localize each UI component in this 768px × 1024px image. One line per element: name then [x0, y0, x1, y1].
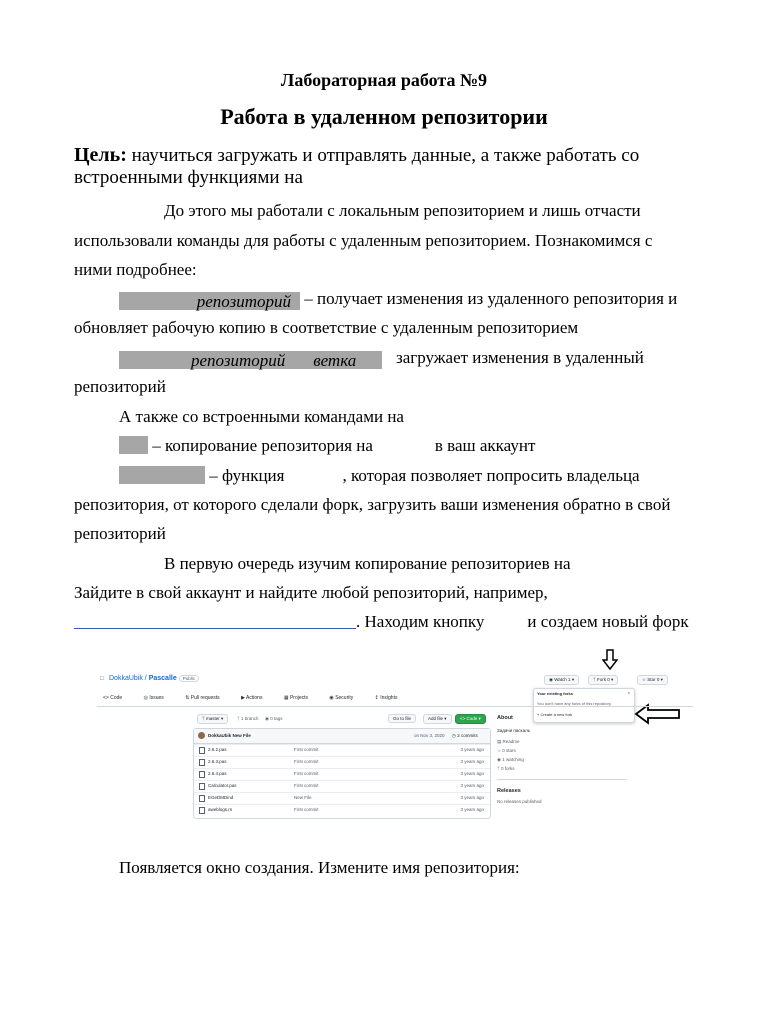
commit-author[interactable]: DokkaUbik New File: [208, 733, 251, 738]
about-heading: About: [497, 715, 513, 721]
no-releases-text: No releases published: [497, 799, 542, 804]
intro-line-2: использовали команды для работы с удаленным репозиторием. Познакомимся с: [74, 231, 653, 250]
push-text: загружает изменения в удаленный: [396, 348, 644, 367]
page-subtitle: Работа в удаленном репозитории: [220, 104, 548, 129]
table-row[interactable]: 2.6.3.pas First commit 3 years ago: [194, 756, 490, 767]
releases-heading: Releases: [497, 788, 521, 794]
pr-line-3: репозиторий: [74, 524, 166, 543]
file-icon: [199, 795, 205, 802]
repo-icon: □: [100, 676, 104, 682]
go-to-file-button[interactable]: Go to file: [388, 714, 416, 723]
pr-line: [119, 466, 640, 486]
commit-header: [194, 729, 490, 744]
forks-link[interactable]: ᛉ 0 forks: [497, 766, 515, 771]
add-file-button[interactable]: Add file ▾: [423, 714, 452, 724]
example-link[interactable]: [74, 612, 356, 629]
visibility-badge: Public: [179, 675, 199, 682]
create-fork-item[interactable]: + Create a new fork: [537, 712, 573, 717]
pull-text: – получает изменения из удаленного репозитория и: [300, 289, 678, 308]
watching-link[interactable]: ◉ 1 watching: [497, 757, 524, 762]
table-row[interactable]: 2.6.2.pas First commit 3 years ago: [194, 744, 490, 755]
find-text: . Находим кнопку: [356, 612, 485, 631]
file-icon: [199, 747, 205, 754]
builtin-line: А также со встроенными командами на: [119, 407, 404, 426]
goal-line-1: [74, 144, 639, 167]
about-description: Задачи паскаль: [497, 728, 531, 733]
branches-link[interactable]: ᛉ 1 branch: [237, 716, 259, 721]
intro-line-1: До этого мы работали с локальным репозиторием и лишь отчасти: [164, 201, 641, 220]
fork-highlight: [119, 436, 148, 454]
tab-insights[interactable]: ↥ Insights: [374, 695, 398, 701]
repo-repo-name[interactable]: Pascalle: [148, 675, 177, 682]
repo-tabs: [103, 695, 417, 701]
tags-link[interactable]: ◉ 0 tags: [265, 716, 283, 721]
stars-link[interactable]: ☆ 0 stars: [497, 748, 516, 753]
pr-text: – функция: [205, 466, 285, 485]
commit-meta: on Nov 3, 2020: [414, 733, 445, 738]
goal-label: Цель:: [74, 144, 127, 166]
fork-line: [119, 436, 535, 456]
push-hl-branch: ветка: [313, 351, 357, 370]
about-divider: [497, 779, 627, 780]
enter-line: Зайдите в свой аккаунт и найдите любой репозиторий, например,: [74, 583, 548, 602]
repo-owner[interactable]: DokkaUbik: [109, 675, 143, 682]
goal-text-1: научиться загружать и отправлять данные, а также работать со: [126, 145, 640, 166]
find-line: [74, 612, 689, 632]
tab-security[interactable]: ◉ Security: [329, 695, 354, 701]
push-line: [119, 348, 644, 369]
repo-path[interactable]: DokkaUbik / Pascalle Public: [109, 675, 199, 682]
popup-note: You don't have any forks of this repository.: [537, 701, 612, 706]
commits-link[interactable]: ◷ 2 commits: [452, 733, 478, 738]
pull-line: [119, 289, 677, 310]
avatar: [198, 732, 205, 739]
first-line: В первую очередь изучим копирование репозиториев на: [164, 554, 571, 573]
arrow-down-icon: [602, 649, 618, 671]
readme-link[interactable]: ▤ Readme: [497, 739, 520, 744]
table-row[interactable]: 2.6.4.pas First commit 3 years ago: [194, 768, 490, 779]
github-screenshot: [97, 655, 693, 825]
push-hl-repo: репозиторий: [191, 351, 286, 370]
file-icon: [199, 783, 205, 790]
find-text-2: и создаем новый форк: [527, 612, 689, 631]
header-divider: [97, 706, 693, 707]
file-list: [193, 728, 491, 819]
star-button[interactable]: ☆ Star 0 ▾: [637, 675, 668, 685]
pr-line-2: репозитория, от которого сделали форк, загрузить ваши изменения обратно в свой: [74, 495, 671, 514]
pr-text-2: , которая позволяет попросить владельца: [342, 466, 640, 485]
pull-highlight: репозиторий: [119, 292, 300, 310]
tab-actions[interactable]: ▶ Actions: [241, 695, 263, 701]
watch-button[interactable]: ◉ Watch 1 ▾: [544, 675, 579, 685]
code-button[interactable]: <> Code ▾: [455, 714, 486, 724]
tab-code[interactable]: <> Code: [103, 695, 123, 701]
after-screenshot-line: Появляется окно создания. Измените имя репозитория:: [119, 858, 520, 877]
page-title: Лабораторная работа №9: [280, 70, 488, 90]
push-line-2: репозиторий: [74, 377, 166, 396]
close-icon[interactable]: ×: [627, 690, 630, 695]
pr-highlight: [119, 466, 205, 484]
tab-issues[interactable]: ◎ Issues: [143, 695, 164, 701]
table-row[interactable]: Calculator.pas First commit 3 years ago: [194, 780, 490, 791]
fork-text: – копирование репозитория на: [148, 436, 373, 455]
pull-line-2: обновляет рабочую копию в соответствие с удаленным репозиторием: [74, 318, 579, 337]
file-icon: [199, 771, 205, 778]
table-row[interactable]: aweblogs.rn First commit 3 years ago: [194, 804, 490, 815]
table-row[interactable]: EGeDMDind New File 3 years ago: [194, 792, 490, 803]
tab-pull-requests[interactable]: ⇅ Pull requests: [185, 695, 220, 701]
fork-text-2: в ваш аккаунт: [434, 436, 536, 455]
popup-title: Your existing forks: [537, 691, 573, 696]
branch-select[interactable]: ᛉ master ▾: [197, 714, 228, 724]
file-icon: [199, 759, 205, 766]
file-icon: [199, 807, 205, 814]
push-highlight: [119, 351, 382, 369]
goal-line-2: встроенными функциями на: [74, 167, 303, 188]
fork-button[interactable]: ᛉ Fork 0 ▾: [588, 675, 618, 685]
intro-line-3: ними подробнее:: [74, 260, 197, 279]
tab-projects[interactable]: ▦ Projects: [283, 695, 309, 701]
